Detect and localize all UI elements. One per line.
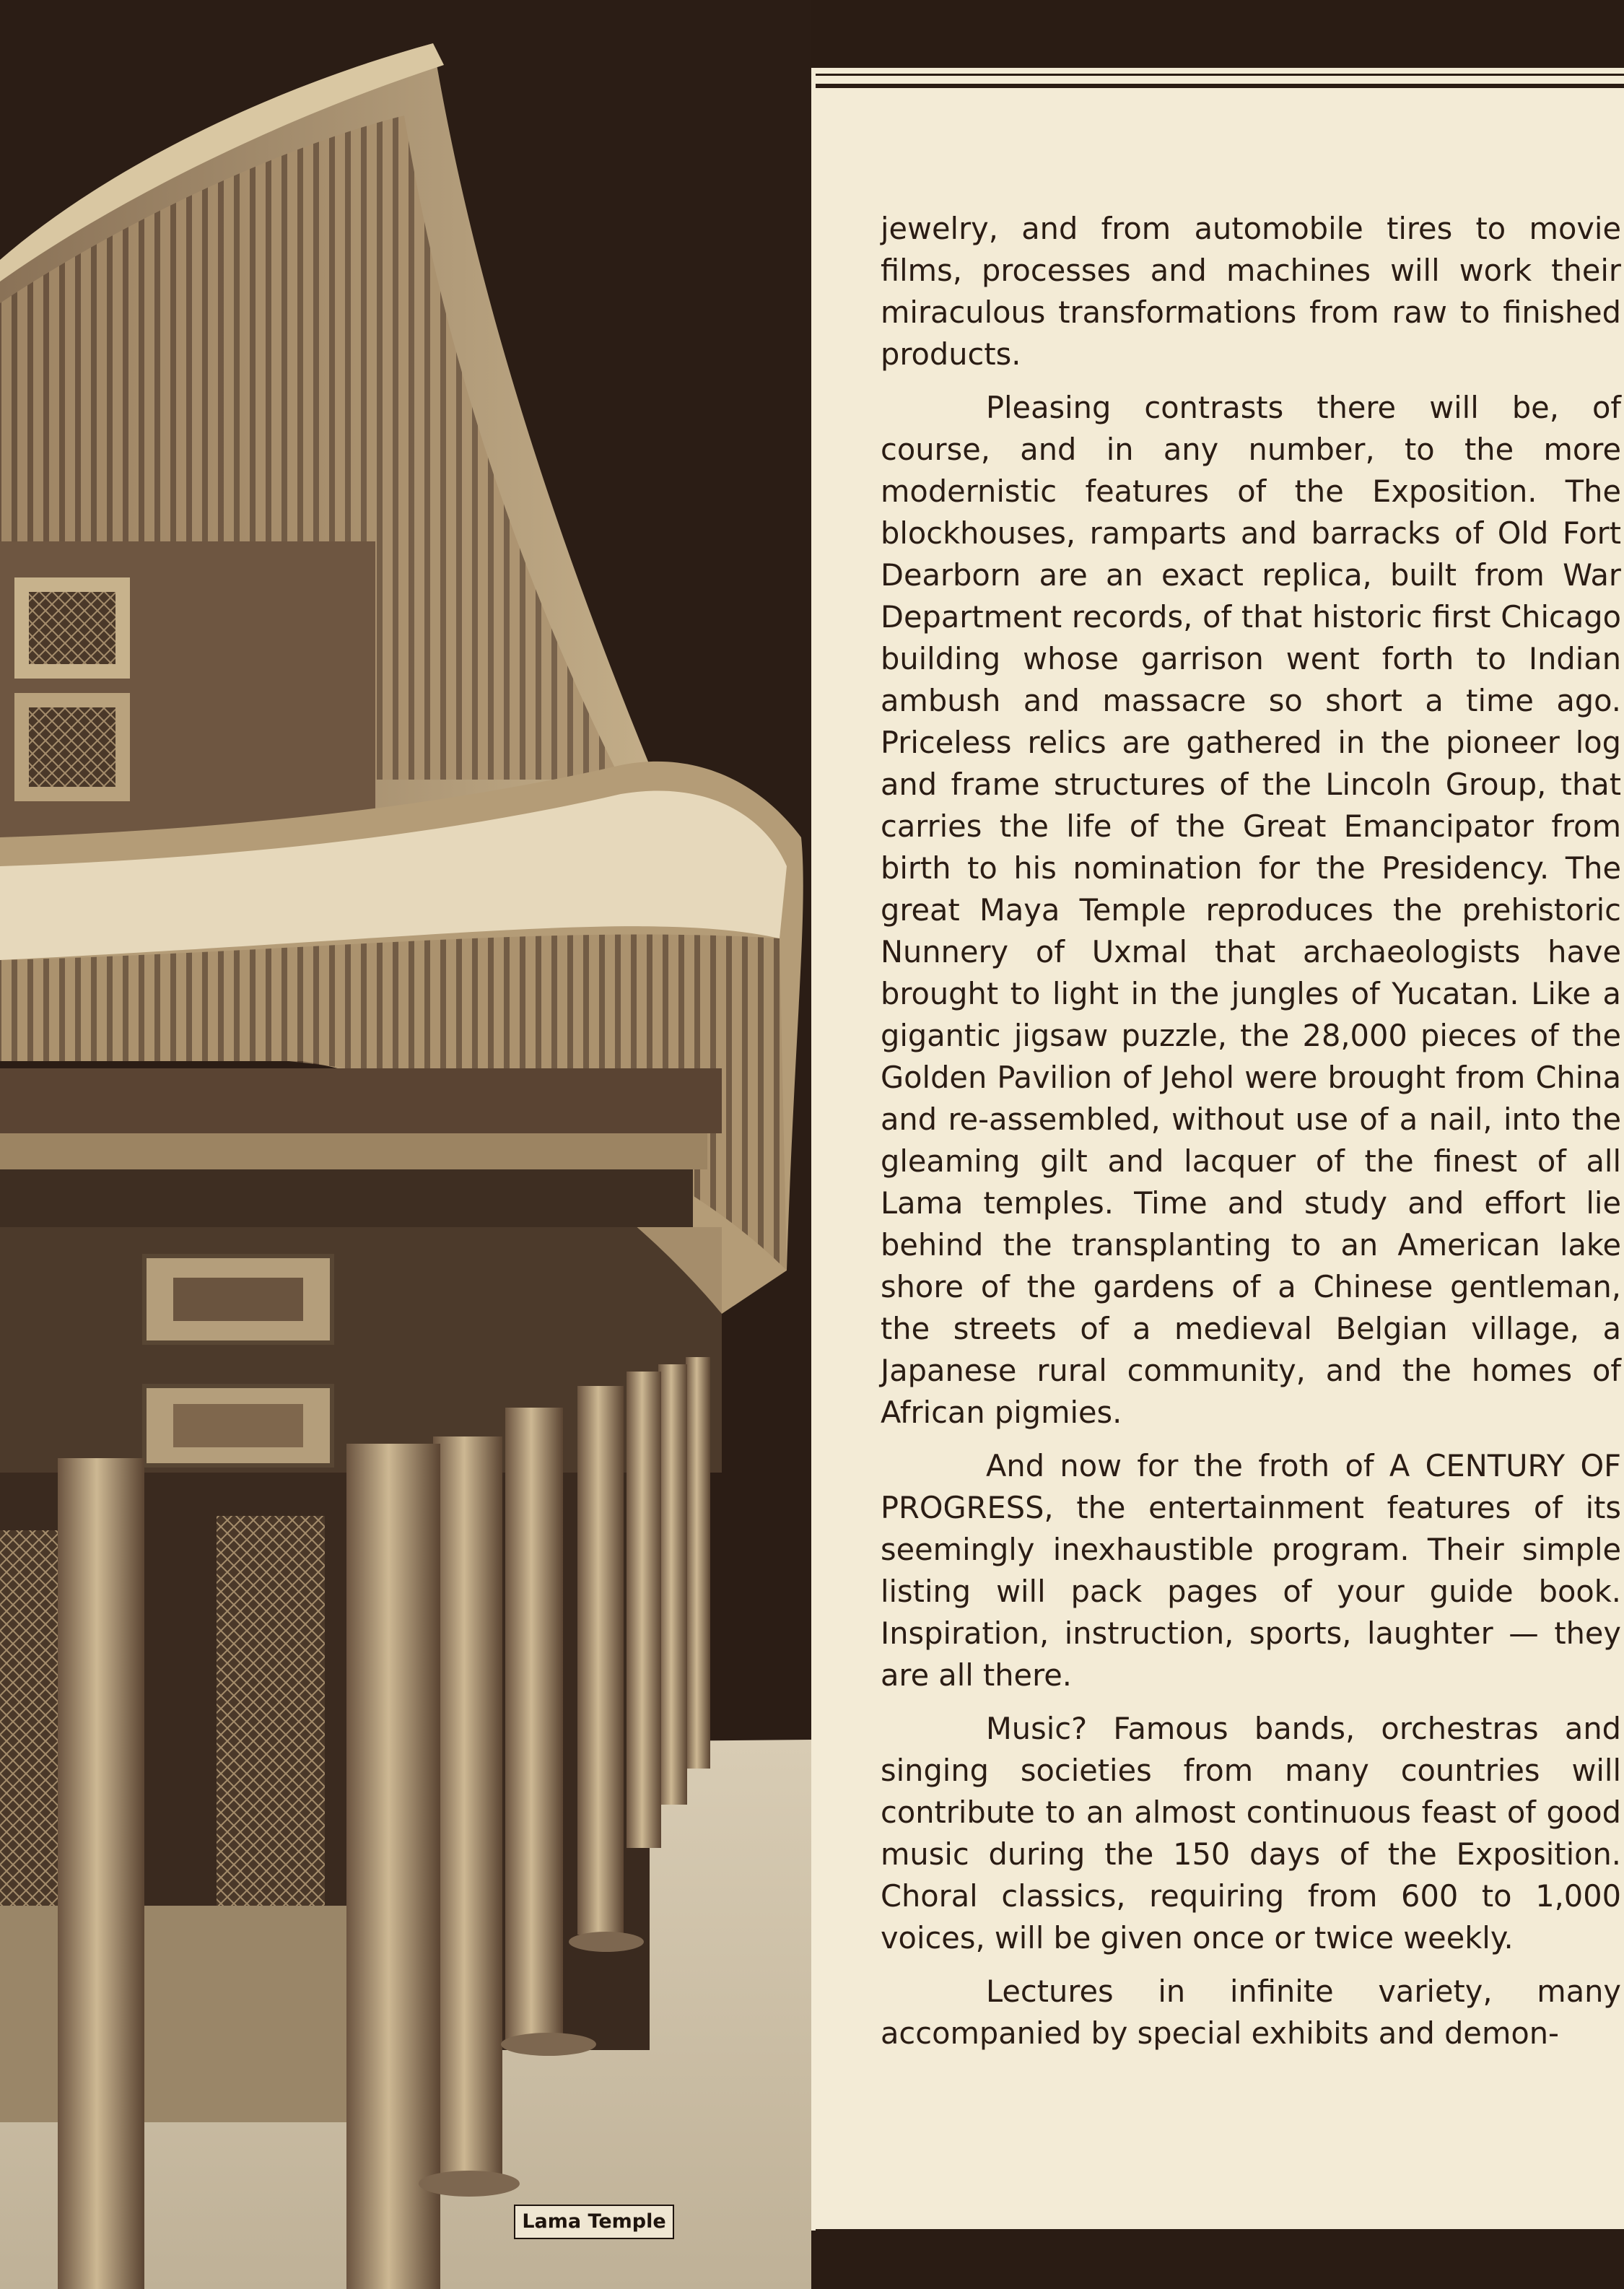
photo-caption: Lama Temple <box>514 2205 674 2239</box>
paragraph: jewelry, and from automobile tires to movie films, processes and machines will work their miraculous transformations from raw to finished products. <box>881 211 1621 372</box>
temple-illustration <box>0 0 811 2289</box>
lama-temple-photo <box>0 0 811 2289</box>
top-rule-thick <box>816 84 1624 88</box>
paragraph: Music? Famous bands, orchestras and singing societies from many countries will contribute to an almost continuous feast of good music during the 150 days of the Exposition. Choral classics, requiring from 600 to 1,000 voices, will be given once or twice weekly. <box>881 1711 1621 1956</box>
paragraph: Lectures in infinite variety, many accompanied by special exhibits and demon- <box>881 1974 1621 2051</box>
text-panel <box>811 68 1624 2231</box>
paragraph: Pleasing contrasts there will be, of course, and in any number, to the more modernistic features of the Exposition. The blockhouses, ramparts and barracks of Old Fort Dearborn are an exact replica, built from War Department records, of that historic first Chicago building whose garrison went forth to Indian ambush and massacre so short a time ago. Priceless relics are gathered in the pioneer log and frame structures of the Lincoln Group, that carries the life of the Great Emancipator from birth to his nomination for the Presidency. The great Maya Temple reproduces the prehistoric Nunnery of Uxmal that archaeologists have brought to light in the jungles of Yucatan. Like a gigantic jigsaw puzzle, the 28,000 pieces of the Golden Pavilion of Jehol were brought from China and re-assembled, without use of a nail, into the gleaming gilt and lacquer of the finest of all Lama temples. Time and study and effort lie behind the transplanting to an American lake shore of the gardens of a Chinese gentleman, the streets of a medieval Belgian village, a Japanese rural community, and the homes of African pigmies. <box>881 390 1621 1430</box>
bottom-rule <box>816 2239 1624 2241</box>
bottom-rule-thick <box>816 2229 1624 2233</box>
paragraph: And now for the froth of A CENTURY OF PROGRESS, the entertainment features of its seemingly inexhaustible program. Their simple listing will pack pages of your guide book. Inspiration, instruction, sports, laughter — they are all there. <box>881 1448 1621 1693</box>
top-rule <box>816 74 1624 76</box>
body-text <box>881 208 1621 2066</box>
